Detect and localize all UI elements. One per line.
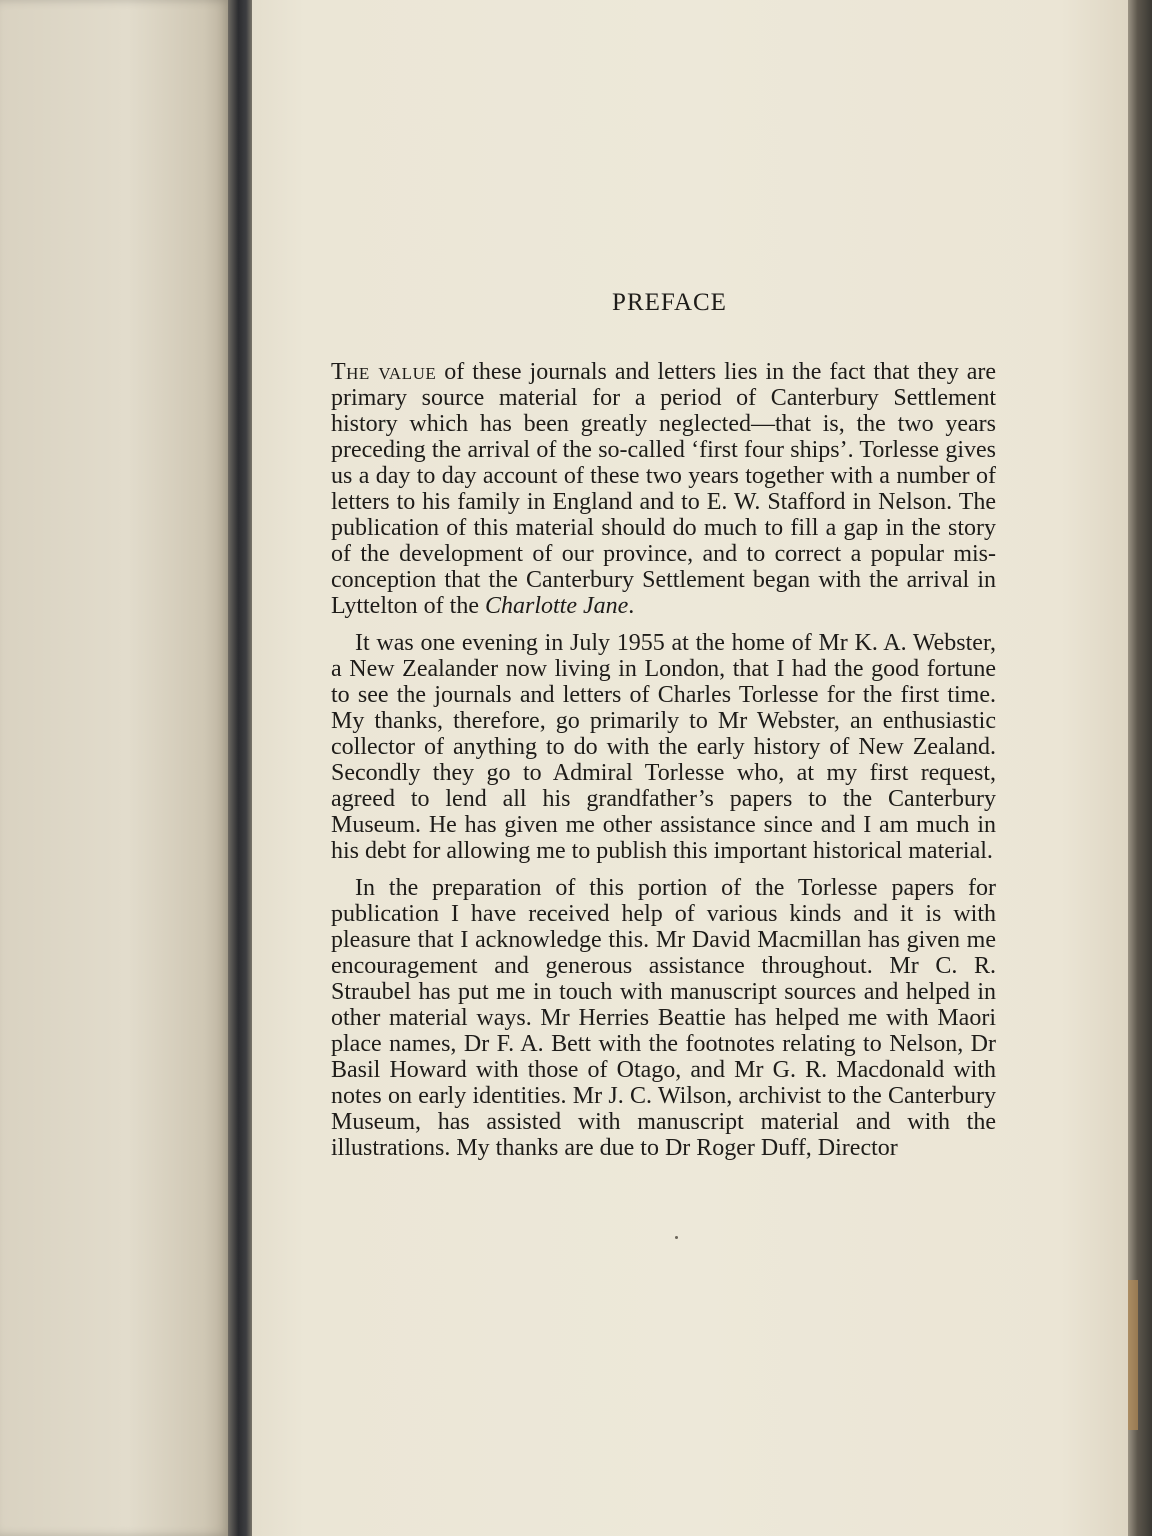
ship-name: Charlotte Jane xyxy=(484,593,629,619)
paragraph-1-text: of these journals and letters lies in the fact that they are primary source material for a period of Canterbury Settlement history which has been greatly neglected—that is, the two years preceding the arrival of the so-called ‘first four ships’. Torlesse gives us a day to day account of these two years together with a number of letters to his family in England and to E. W. Stafford in Nelson. The publication of this material should do much to fill a gap in the story of the development of our province, and to correct a popular misconception that the Canterbury Settlement began with the arrival in Lyttelton of the xyxy=(331,359,996,619)
left-page xyxy=(0,0,232,1536)
paragraph-1 xyxy=(331,359,996,619)
paragraph-3: In the preparation of this portion of the Torlesse papers for publication I have received help of various kinds and it is with pleasure that I acknowledge this. Mr David Macmillan has given me encouragement and generous assistance throughout. Mr C. R. Straubel has put me in touch with manuscript sources and helped in other material ways. Mr Herries Beattie has helped me with Maori place names, Dr F. A. Bett with the footnotes relating to Nelson, Dr Basil Howard with those of Otago, and Mr G. R. Macdonald with notes on early identities. Mr J. C. Wilson, archivist to the Canterbury Museum, has assisted with manuscript material and with the illustrations. My thanks are due to Dr Roger Duff, Director xyxy=(331,875,996,1161)
book-gutter xyxy=(228,0,254,1536)
paragraph-1-end: . xyxy=(628,593,635,619)
paragraph-2: It was one evening in July 1955 at the home of Mr K. A. Webster, a New Zealander now living in London, that I had the good fortune to see the journals and letters of Charles Torlesse for the first time. My thanks, therefore, go primarily to Mr Webster, an enthusiastic collector of anything to do with the early history of New Zealand. Secondly they go to Admiral Torlesse who, at my first request, agreed to lend all his grandfather’s papers to the Canterbury Museum. He has given me other assistance since and I am much in his debt for allowing me to publish this important historical material. xyxy=(331,630,996,864)
preface-text xyxy=(331,290,996,1172)
cover-stain xyxy=(1128,1280,1138,1430)
page-mark xyxy=(675,1236,678,1239)
page-title: PREFACE xyxy=(612,289,727,316)
paragraph-1-lead: The value xyxy=(331,359,437,385)
